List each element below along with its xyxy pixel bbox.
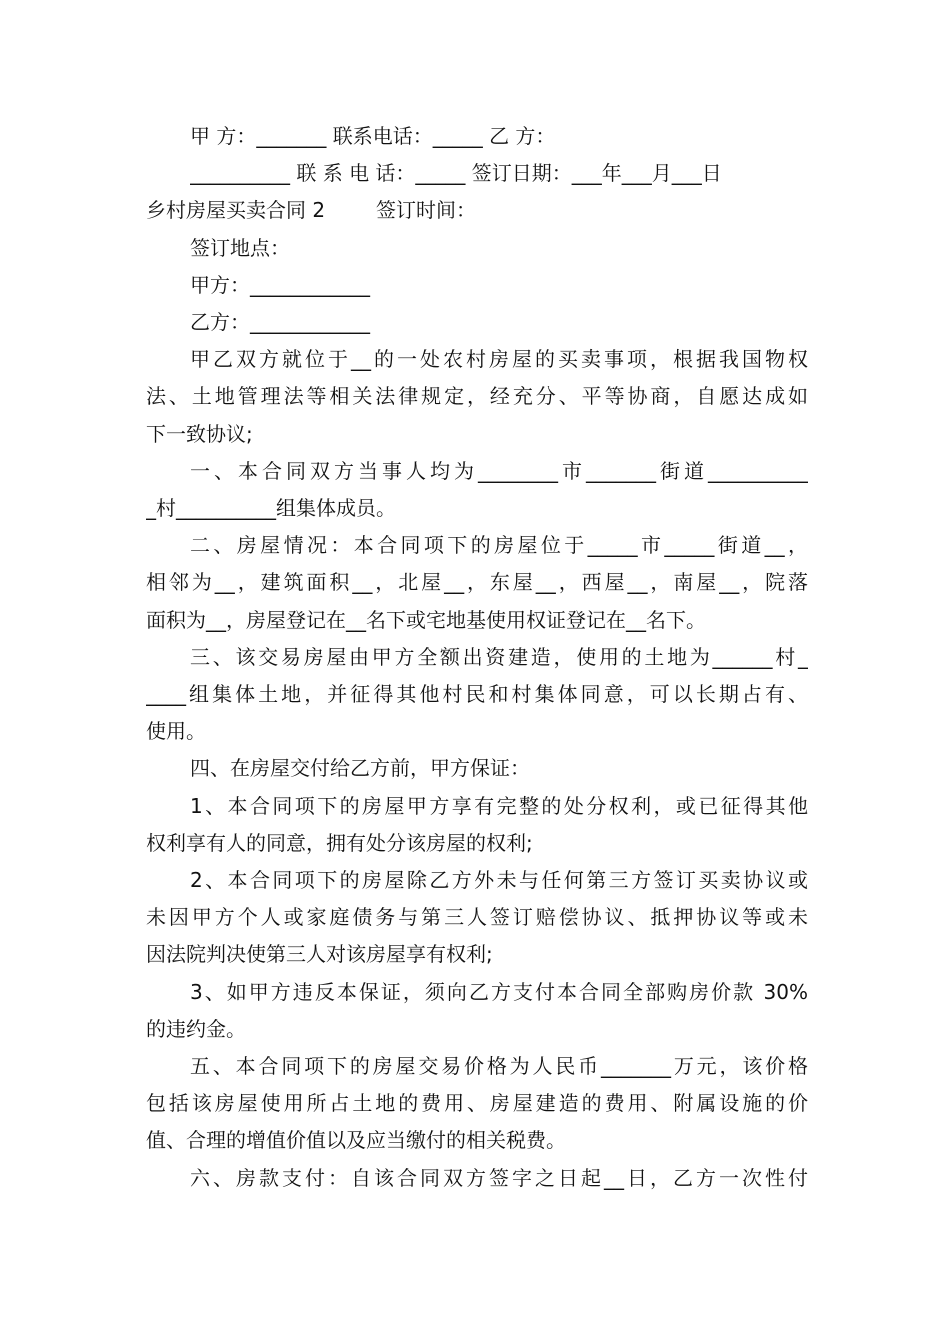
text-line: 乡村房屋买卖合同 2 签订时间：	[146, 198, 476, 222]
text-line: ____组集体土地，并征得其他村民和村集体同意，可以长期占有、	[146, 682, 808, 706]
text-line: 面积为__，房屋登记在__名下或宅地基使用权证登记在__名下。	[146, 608, 706, 632]
text-line: 包括该房屋使用所占土地的费用、房屋建造的费用、附属设施的价	[146, 1091, 808, 1115]
text-line: 1、本合同项下的房屋甲方享有完整的处分权利，或已征得其他	[190, 794, 808, 818]
text-line: __________ 联 系 电 话：_____ 签订日期：___年___月___日	[190, 161, 722, 185]
text-line: 六、房款支付：自该合同双方签字之日起__日，乙方一次性付	[190, 1166, 808, 1190]
text-line: 甲乙双方就位于__的一处农村房屋的买卖事项，根据我国物权	[190, 347, 808, 371]
text-line: 相邻为__，建筑面积__，北屋__，东屋__，西屋__，南屋__，院落	[146, 570, 808, 594]
text-line: 签订地点：	[190, 236, 290, 260]
text-line: 下一致协议;	[146, 422, 253, 446]
text-line: 2、本合同项下的房屋除乙方外未与任何第三方签订买卖协议或	[190, 868, 808, 892]
text-line: 的违约金。	[146, 1017, 246, 1041]
text-line: 因法院判决使第三人对该房屋享有权利;	[146, 942, 493, 966]
text-line: 甲方：____________	[190, 273, 370, 297]
text-line: 值、合理的增值价值以及应当缴付的相关税费。	[146, 1128, 566, 1152]
text-line: 权利享有人的同意，拥有处分该房屋的权利;	[146, 831, 533, 855]
text-line: 甲 方：_______ 联系电话：_____ 乙 方：	[190, 124, 556, 148]
text-line: 使用。	[146, 719, 206, 743]
text-line: 法、土地管理法等相关法律规定，经充分、平等协商，自愿达成如	[146, 384, 808, 408]
text-line: 三、该交易房屋由甲方全额出资建造，使用的土地为______村_	[190, 645, 808, 669]
text-line: 乙方：____________	[190, 310, 370, 334]
text-line: 未因甲方个人或家庭债务与第三人签订赔偿协议、抵押协议等或未	[146, 905, 808, 929]
text-line: _村__________组集体成员。	[146, 496, 396, 520]
text-line: 五、本合同项下的房屋交易价格为人民币_______万元，该价格	[190, 1054, 808, 1078]
text-line: 3、如甲方违反本保证，须向乙方支付本合同全部购房价款 30%	[190, 980, 808, 1004]
text-line: 一、本合同双方当事人均为________市_______街道__________	[190, 459, 808, 483]
text-line: 二、房屋情况：本合同项下的房屋位于_____市_____街道__，	[190, 533, 808, 557]
text-line: 四、在房屋交付给乙方前，甲方保证：	[190, 756, 530, 780]
